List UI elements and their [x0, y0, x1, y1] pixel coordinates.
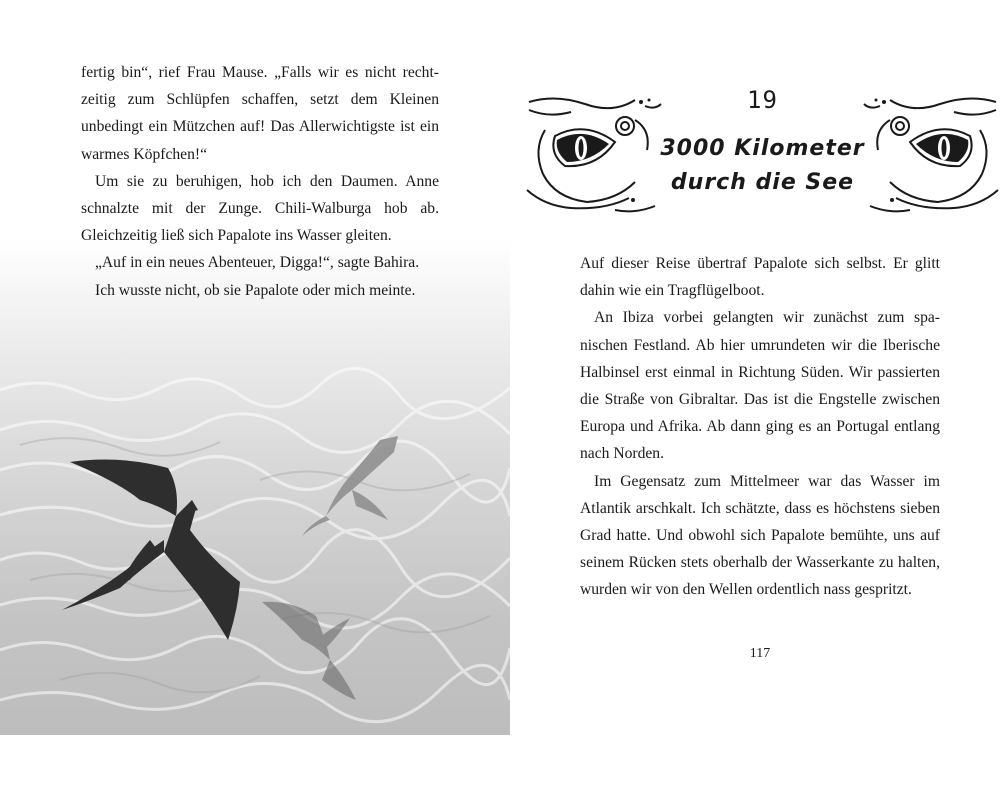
chapter-heading: [525, 80, 1000, 220]
right-paragraph-1: Auf dieser Reise übertraf Papalote sich selbst. Er glitt dahin wie ein Tragflügelboot.: [580, 255, 940, 300]
right-page-text: [580, 250, 940, 604]
chapter-number: 19: [747, 86, 778, 114]
chapter-title-line-2: durch die See: [670, 170, 855, 195]
wave-texture: [0, 368, 510, 721]
right-paragraph-2: An Ibiza vorbei gelangten wir zunächst zum spanischen Festland. Ab hier umrundeten wir die Iberische Halbinsel erst einmal in Richtung Süden. Wir passierten die Straße von Gibraltar. Das ist die Engstelle zwischen Europa und Afrika. Ab dann ging es an Portugal entlang nach Norden.: [580, 309, 940, 463]
left-paragraph-2: Um sie zu beruhigen, hob ich den Daumen. Anne schnalzte mit der Zunge. Chili-Walburga hob ab. Gleichzeitig ließ sich Papalote ins Wasser gleiten.: [81, 172, 439, 245]
page-number: 117: [749, 646, 771, 661]
left-paragraph-3: „Auf in ein neues Abenteuer, Digga!“, sagte Bahira.: [95, 254, 420, 272]
chapter-title: [525, 132, 1000, 200]
left-paragraph-1: fertig bin“, rief Frau Mause. „Falls wir es nicht rechtzeitig zum Schlüpfen schaffen, setzt dem Kleinen unbedingt ein Mützchen auf! Das Allerwichtigste ist ein warmes Köpfchen!“: [81, 64, 439, 163]
chapter-title-line-1: 3000 Kilometer: [660, 136, 865, 161]
left-page-text: [81, 59, 439, 304]
left-paragraph-4: Ich wusste nicht, ob sie Papalote oder mich meinte.: [95, 281, 416, 299]
right-paragraph-3: Im Gegensatz zum Mittelmeer war das Wasser im Atlantik arschkalt. Ich schätzte, dass es höchstens sieben Grad hatte. Und obwohl sich Papalote bemühte, uns auf seinem Rücken stets oberhalb der Wasserkante zu halten, wurden wir von den Wellen ordentlich nass gespritzt.: [580, 472, 940, 599]
